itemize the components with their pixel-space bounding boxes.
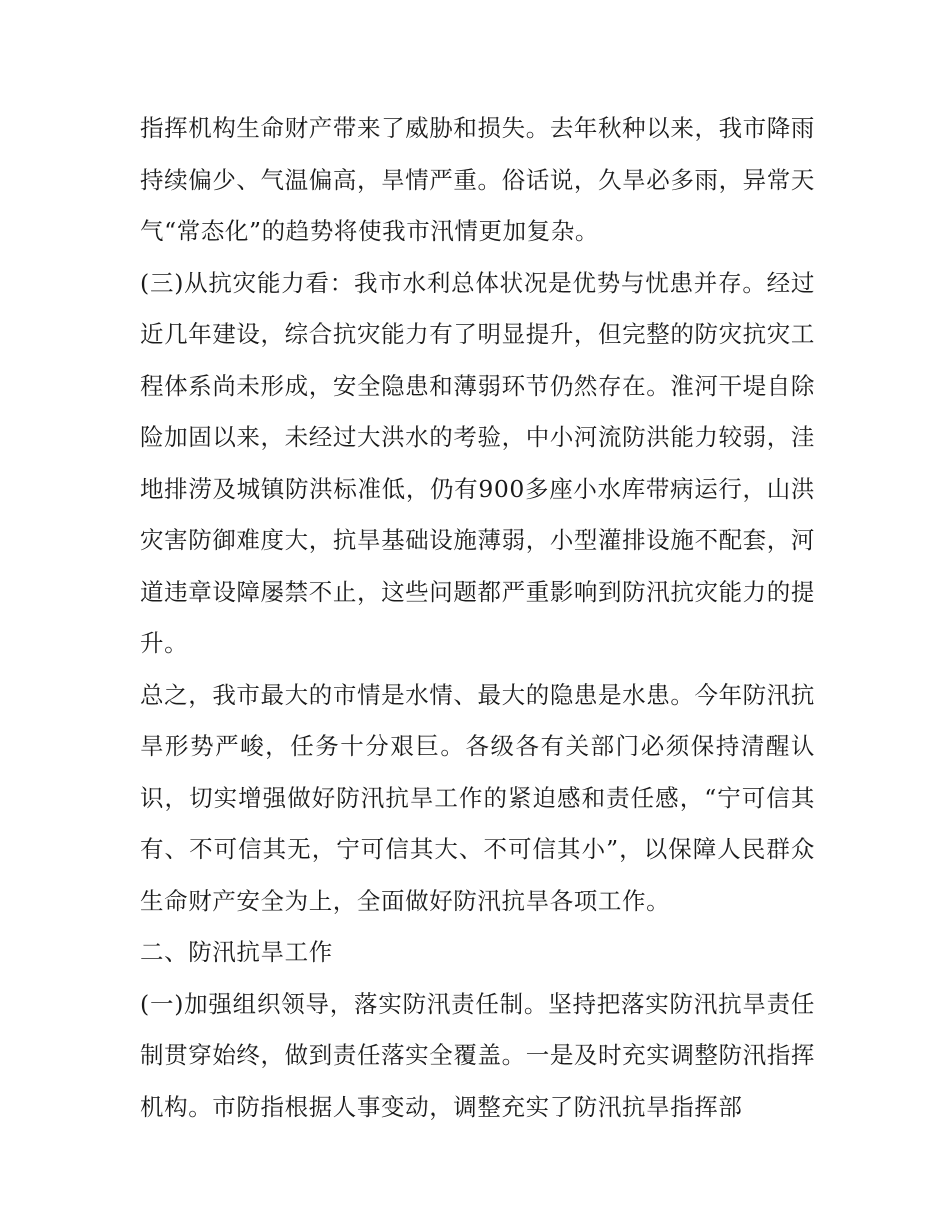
paragraph-threat-and-drought: 指挥机构生命财产带来了威胁和损失。去年秋种以来，我市降雨持续偏少、气温偏高，旱情严重。俗话说，久旱必多雨，异常天气“常态化”的趋势将使我市汛情更加复杂。 (140, 114, 815, 245)
section-heading: 二、防汛抗旱工作 (140, 938, 333, 966)
paragraph-organization-leadership: (一)加强组织领导，落实防汛责任制。坚持把落实防汛抗旱责任制贯穿始终，做到责任落实全覆盖。一是及时充实调整防汛指挥机构。市防指根据人事变动，调整充实了防汛抗旱指挥部 (140, 989, 815, 1121)
document-body (140, 103, 815, 1133)
paragraph-summary: 总之，我市最大的市情是水情、最大的隐患是水患。今年防汛抗旱形势严峻，任务十分艰巨。各级各有关部门必须保持清醒认识，切实增强做好防汛抗旱工作的紧迫感和责任感，“宁可信其有、不可信其无，宁可信其大、不可信其小”，以保障人民群众生命财产安全为上，全面做好防汛抗旱各项工作。 (140, 680, 815, 915)
paragraph-disaster-resistance: (三)从抗灾能力看：我市水利总体状况是优势与忧患并存。经过近几年建设，综合抗灾能力有了明显提升，但完整的防灾抗灾工程体系尚未形成，安全隐患和薄弱环节仍然存在。淮河干堤自除险加固以来，未经过大洪水的考验，中小河流防洪能力较弱，洼地排涝及城镇防洪标准低，仍有900多座小水库带病运行，山洪灾害防御难度大，抗旱基础设施薄弱，小型灌排设施不配套，河道违章设障屡禁不止，这些问题都严重影响到防汛抗灾能力的提升。 (140, 268, 815, 657)
